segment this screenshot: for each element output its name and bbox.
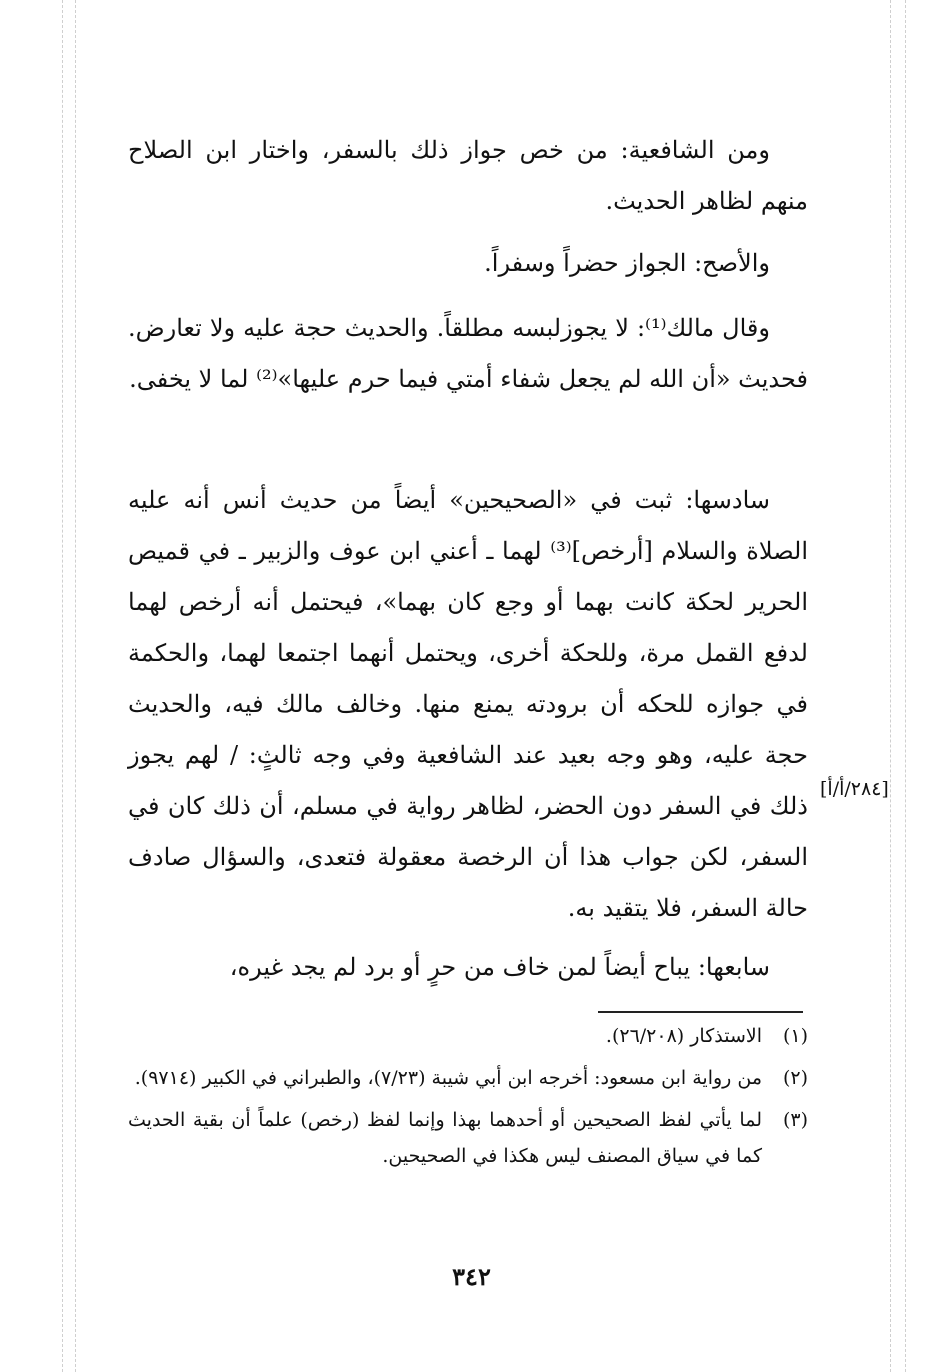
paragraph: والأصح: الجواز حضراً وسفراً. [484,249,770,277]
footnote-number: (٣) [782,1109,808,1131]
body-text [128,475,808,934]
paragraph: سادسها: ثبت في «الصحيحين» أيضاً من حديث أنس أنه عليه الصلاة والسلام [أرخص]⁽³⁾ لهما ـ أعني ابن عوف والزبير ـ في قميص الحرير لحكة كانت بهما أو وجع كان بهما»، فيحتمل أنه أرخص لهما لدفع القمل مرة، وللحكة أخرى، ويحتمل أنهما اجتمعا لهما، والحكمة في جوازه للحكه أن برودته يمنع منها. وخالف مالك فيه، والحديث حجة عليه، وهو وجه بعيد عند الشافعية وفي وجه ثالثٍ: / لهم يجوز ذلك في السفر دون الحضر، لظاهر رواية في مسلم، أن ذلك كان في السفر، لكن جواب هذا أن الرخصة معقولة فتعدى، والسؤال صادف حالة السفر، فلا يتقيد به. [128,486,808,922]
body-text [128,942,808,993]
footnote [128,1102,808,1174]
footnote-text: الاستذكار (٢٦/٢٠٨). [605,1025,762,1047]
footnote-divider [598,1011,803,1013]
body-text [128,125,808,227]
footnote-text: لما يأتي لفظ الصحيحين أو أحدهما بهذا وإنما لفظ (رخص) علماً أن بقية الحديث كما في سياق المصنف ليس هكذا في الصحيحين. [128,1109,762,1167]
manuscript-folio-marker: [٢٨٤/أ/أ] [820,778,889,800]
footnote [128,1060,808,1096]
footnotes [128,1018,808,1180]
paragraph: ومن الشافعية: من خص جواز ذلك بالسفر، واختار ابن الصلاح منهم لظاهر الحديث. [128,136,808,215]
page-number: ٣٤٢ [452,1262,491,1291]
footnote-text: من رواية ابن مسعود: أخرجه ابن أبي شيبة (٧/٢٣)، والطبراني في الكبير (٩٧١٤). [134,1067,762,1089]
scan-guide-line [75,0,76,1372]
footnote-number: (١) [782,1025,808,1047]
scan-guide-line [890,0,891,1372]
scan-guide-line [62,0,63,1372]
scan-guide-line [905,0,906,1372]
paragraph: سابعها: يباح أيضاً لمن خاف من حرٍ أو برد لم يجد غيره، [229,953,770,981]
body-text [128,303,808,405]
body-text [128,238,808,289]
footnote [128,1018,808,1054]
paragraph: وقال مالك⁽¹⁾: لا يجوزلبسه مطلقاً. والحديث حجة عليه ولا تعارض. فحديث «أن الله لم يجعل شفاء أمتي فيما حرم عليها»⁽²⁾ لما لا يخفى. [128,314,808,393]
footnote-number: (٢) [782,1067,808,1089]
